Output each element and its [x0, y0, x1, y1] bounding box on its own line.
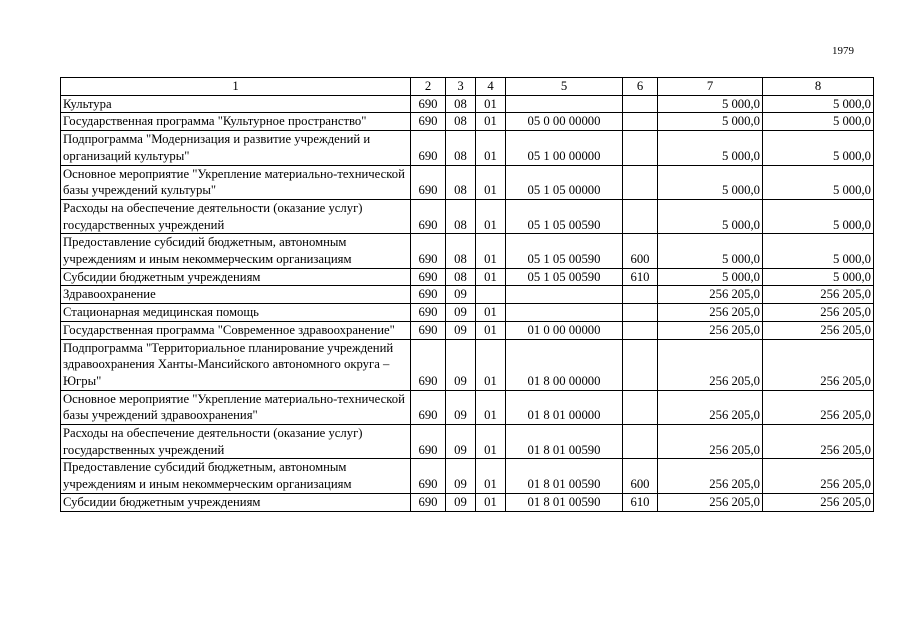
- row-target-article-cell: 01 8 01 00590: [506, 425, 623, 459]
- row-amount-year1-cell: 5 000,0: [658, 113, 763, 131]
- row-subsection-cell: 01: [476, 425, 506, 459]
- row-section-cell: 08: [446, 165, 476, 199]
- row-expense-type-cell: [623, 113, 658, 131]
- table-row: [61, 339, 874, 390]
- row-name-cell: Подпрограмма "Территориальное планирование учреждений здравоохранения Ханты-Мансийского автономного округа – Югры": [61, 339, 411, 390]
- row-expense-type-cell: [623, 304, 658, 322]
- row-subsection-cell: 01: [476, 199, 506, 233]
- row-amount-year1-cell: 256 205,0: [658, 493, 763, 511]
- row-expense-type-cell: [623, 199, 658, 233]
- table-header-row: [61, 78, 874, 96]
- column-header: 2: [411, 78, 446, 96]
- row-section-cell: 09: [446, 459, 476, 493]
- row-amount-year2-cell: 256 205,0: [763, 459, 874, 493]
- table-body: [61, 95, 874, 511]
- table-row: [61, 95, 874, 113]
- row-admin-code-cell: 690: [411, 459, 446, 493]
- table-row: [61, 199, 874, 233]
- row-name-cell: Основное мероприятие "Укрепление материально-технической базы учреждений культуры": [61, 165, 411, 199]
- row-subsection-cell: 01: [476, 234, 506, 268]
- row-amount-year2-cell: 5 000,0: [763, 165, 874, 199]
- row-amount-year1-cell: 256 205,0: [658, 304, 763, 322]
- row-subsection-cell: 01: [476, 493, 506, 511]
- row-expense-type-cell: 610: [623, 268, 658, 286]
- column-header: 3: [446, 78, 476, 96]
- row-amount-year2-cell: 256 205,0: [763, 390, 874, 424]
- row-target-article-cell: 01 8 00 00000: [506, 339, 623, 390]
- row-admin-code-cell: 690: [411, 165, 446, 199]
- row-amount-year1-cell: 256 205,0: [658, 459, 763, 493]
- row-section-cell: 09: [446, 286, 476, 304]
- row-amount-year1-cell: 5 000,0: [658, 234, 763, 268]
- row-amount-year2-cell: 5 000,0: [763, 131, 874, 165]
- column-header: 1: [61, 78, 411, 96]
- row-admin-code-cell: 690: [411, 234, 446, 268]
- table-row: [61, 493, 874, 511]
- row-target-article-cell: 05 1 00 00000: [506, 131, 623, 165]
- row-subsection-cell: 01: [476, 131, 506, 165]
- row-admin-code-cell: 690: [411, 493, 446, 511]
- row-admin-code-cell: 690: [411, 339, 446, 390]
- row-name-cell: Культура: [61, 95, 411, 113]
- row-amount-year2-cell: 256 205,0: [763, 304, 874, 322]
- row-amount-year1-cell: 5 000,0: [658, 199, 763, 233]
- row-name-cell: Государственная программа "Культурное пространство": [61, 113, 411, 131]
- row-amount-year2-cell: 256 205,0: [763, 425, 874, 459]
- row-name-cell: Предоставление субсидий бюджетным, автономным учреждениям и иным некоммерческим организациям: [61, 459, 411, 493]
- row-expense-type-cell: 600: [623, 459, 658, 493]
- row-subsection-cell: 01: [476, 390, 506, 424]
- row-amount-year2-cell: 256 205,0: [763, 286, 874, 304]
- row-name-cell: Расходы на обеспечение деятельности (оказание услуг) государственных учреждений: [61, 199, 411, 233]
- row-expense-type-cell: [623, 165, 658, 199]
- row-name-cell: Предоставление субсидий бюджетным, автономным учреждениям и иным некоммерческим организациям: [61, 234, 411, 268]
- column-header: 7: [658, 78, 763, 96]
- row-target-article-cell: 05 1 05 00590: [506, 199, 623, 233]
- row-section-cell: 08: [446, 131, 476, 165]
- row-amount-year1-cell: 256 205,0: [658, 286, 763, 304]
- budget-table: [60, 77, 874, 512]
- row-target-article-cell: 05 0 00 00000: [506, 113, 623, 131]
- row-name-cell: Субсидии бюджетным учреждениям: [61, 493, 411, 511]
- table-row: [61, 268, 874, 286]
- row-section-cell: 08: [446, 95, 476, 113]
- row-amount-year1-cell: 5 000,0: [658, 268, 763, 286]
- row-amount-year2-cell: 5 000,0: [763, 268, 874, 286]
- column-header: 6: [623, 78, 658, 96]
- row-expense-type-cell: [623, 390, 658, 424]
- row-amount-year2-cell: 5 000,0: [763, 95, 874, 113]
- row-admin-code-cell: 690: [411, 390, 446, 424]
- row-name-cell: Здравоохранение: [61, 286, 411, 304]
- row-amount-year1-cell: 256 205,0: [658, 321, 763, 339]
- row-name-cell: Подпрограмма "Модернизация и развитие учреждений и организаций культуры": [61, 131, 411, 165]
- row-target-article-cell: 05 1 05 00000: [506, 165, 623, 199]
- row-expense-type-cell: 610: [623, 493, 658, 511]
- row-subsection-cell: 01: [476, 459, 506, 493]
- row-subsection-cell: 01: [476, 95, 506, 113]
- table-row: [61, 425, 874, 459]
- row-admin-code-cell: 690: [411, 199, 446, 233]
- row-target-article-cell: [506, 95, 623, 113]
- row-expense-type-cell: [623, 131, 658, 165]
- row-name-cell: Основное мероприятие "Укрепление материально-технической базы учреждений здравоохранения": [61, 390, 411, 424]
- row-amount-year2-cell: 256 205,0: [763, 493, 874, 511]
- row-target-article-cell: 01 0 00 00000: [506, 321, 623, 339]
- row-subsection-cell: 01: [476, 165, 506, 199]
- row-admin-code-cell: 690: [411, 304, 446, 322]
- table-row: [61, 113, 874, 131]
- row-admin-code-cell: 690: [411, 425, 446, 459]
- row-name-cell: Субсидии бюджетным учреждениям: [61, 268, 411, 286]
- column-header: 4: [476, 78, 506, 96]
- page-number: 1979: [832, 45, 854, 57]
- row-amount-year2-cell: 5 000,0: [763, 234, 874, 268]
- row-target-article-cell: 05 1 05 00590: [506, 268, 623, 286]
- row-subsection-cell: 01: [476, 268, 506, 286]
- row-expense-type-cell: [623, 321, 658, 339]
- table-row: [61, 321, 874, 339]
- row-amount-year1-cell: 256 205,0: [658, 339, 763, 390]
- table-row: [61, 131, 874, 165]
- row-expense-type-cell: 600: [623, 234, 658, 268]
- row-name-cell: Расходы на обеспечение деятельности (оказание услуг) государственных учреждений: [61, 425, 411, 459]
- row-amount-year2-cell: 5 000,0: [763, 199, 874, 233]
- row-section-cell: 08: [446, 113, 476, 131]
- row-subsection-cell: 01: [476, 304, 506, 322]
- row-expense-type-cell: [623, 286, 658, 304]
- row-section-cell: 08: [446, 199, 476, 233]
- column-header: 5: [506, 78, 623, 96]
- row-target-article-cell: [506, 286, 623, 304]
- row-expense-type-cell: [623, 339, 658, 390]
- table-row: [61, 165, 874, 199]
- row-target-article-cell: 01 8 01 00590: [506, 459, 623, 493]
- table-row: [61, 304, 874, 322]
- row-section-cell: 09: [446, 425, 476, 459]
- row-subsection-cell: [476, 286, 506, 304]
- row-subsection-cell: 01: [476, 113, 506, 131]
- row-admin-code-cell: 690: [411, 321, 446, 339]
- row-admin-code-cell: 690: [411, 113, 446, 131]
- row-admin-code-cell: 690: [411, 286, 446, 304]
- row-subsection-cell: 01: [476, 339, 506, 390]
- row-target-article-cell: 01 8 01 00590: [506, 493, 623, 511]
- row-amount-year1-cell: 5 000,0: [658, 95, 763, 113]
- row-target-article-cell: 05 1 05 00590: [506, 234, 623, 268]
- row-section-cell: 09: [446, 339, 476, 390]
- row-expense-type-cell: [623, 95, 658, 113]
- row-section-cell: 09: [446, 390, 476, 424]
- row-amount-year1-cell: 5 000,0: [658, 165, 763, 199]
- table-row: [61, 459, 874, 493]
- row-section-cell: 08: [446, 268, 476, 286]
- table-row: [61, 390, 874, 424]
- row-amount-year1-cell: 256 205,0: [658, 390, 763, 424]
- column-header: 8: [763, 78, 874, 96]
- row-amount-year2-cell: 256 205,0: [763, 321, 874, 339]
- row-amount-year1-cell: 256 205,0: [658, 425, 763, 459]
- row-target-article-cell: 01 8 01 00000: [506, 390, 623, 424]
- row-amount-year2-cell: 5 000,0: [763, 113, 874, 131]
- row-subsection-cell: 01: [476, 321, 506, 339]
- row-admin-code-cell: 690: [411, 268, 446, 286]
- row-name-cell: Стационарная медицинская помощь: [61, 304, 411, 322]
- row-amount-year2-cell: 256 205,0: [763, 339, 874, 390]
- row-section-cell: 08: [446, 234, 476, 268]
- row-admin-code-cell: 690: [411, 95, 446, 113]
- row-name-cell: Государственная программа "Современное здравоохранение": [61, 321, 411, 339]
- row-section-cell: 09: [446, 321, 476, 339]
- row-admin-code-cell: 690: [411, 131, 446, 165]
- row-expense-type-cell: [623, 425, 658, 459]
- row-section-cell: 09: [446, 304, 476, 322]
- row-amount-year1-cell: 5 000,0: [658, 131, 763, 165]
- row-section-cell: 09: [446, 493, 476, 511]
- row-target-article-cell: [506, 304, 623, 322]
- table-row: [61, 286, 874, 304]
- table-row: [61, 234, 874, 268]
